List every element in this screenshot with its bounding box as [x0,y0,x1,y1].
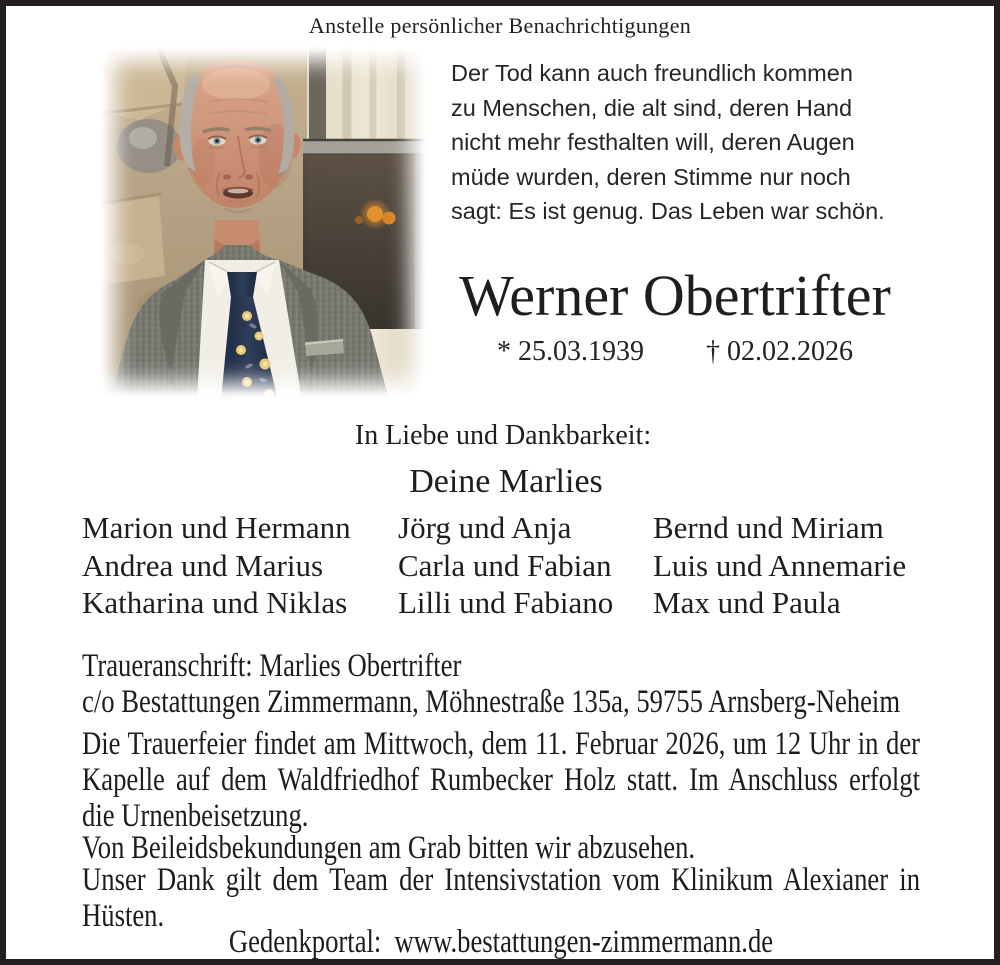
service-info [82,726,920,834]
service-line: Die Trauerfeier findet am Mittwoch, dem 11. Februar 2026, um 12 Uhr in der [82,726,921,762]
life-dates [428,336,922,368]
poem-line: nicht mehr festhalten will, deren Augen [451,129,855,155]
funeral-address [82,648,920,720]
mourner-name: Carla und Fabian [398,547,612,583]
mourner-name: Lilli und Fabiano [398,585,614,620]
service-line: Kapelle auf dem Waldfriedhof Rumbecker Holz statt. Im Anschluss erfolgt [82,762,921,798]
service-line: die Urnenbeisetzung. [82,798,309,834]
mourner-name: Marion und Hermann [82,510,351,545]
poem-line: sagt: Es ist genug. Das Leben war schön. [451,198,885,224]
death-date: † 02.02.2026 [706,335,853,367]
deceased-name: Werner Obertrifter [459,263,891,328]
farewell-intro: In Liebe und Dankbarkeit: [354,420,652,451]
portrait-photo [97,44,429,400]
thanks-line: Unser Dank gilt dem Team der Intensivstation vom Klinikum Alexianer in [82,862,921,898]
address-line: c/o Bestattungen Zimmermann, Möhnestraße 135a, 59755 Arnsberg-Neheim [82,684,901,720]
deceased-block [428,263,922,368]
mourners-columns [0,509,1000,624]
preheader-text: Anstelle persönlicher Benachrichtigungen [308,13,692,38]
mourner-name: Katharina und Niklas [82,585,348,620]
birth-date: * 25.03.1939 [497,335,644,367]
thanks-line: Hüsten. [82,898,165,934]
footer-label: Gedenkportal: [228,924,382,960]
condolence-note: Von Beileidsbekundungen am Grab bitten wir abzusehen. [82,830,696,866]
mourner-name: Bernd und Miriam [653,510,884,545]
mourner-name: Andrea und Marius [82,547,324,583]
chief-mourner-name: Deine Marlies [409,463,603,500]
footer-url: www.bestattungen-zimmermann.de [394,924,774,960]
mourners-column [398,509,613,622]
memorial-footer [82,924,920,960]
mourner-name: Luis und Annemarie [653,547,907,583]
poem-line: zu Menschen, die alt sind, deren Hand [451,94,853,121]
funeral-info-block [82,648,920,960]
mourner-name: Max und Paula [653,585,841,620]
photo-feathered-edge [97,44,429,400]
mourners-column [82,509,351,622]
address-line: Traueranschrift: Marlies Obertrifter [82,648,462,684]
mourner-name: Jörg und Anja [398,510,572,545]
mourners-column [653,509,906,622]
poem [451,56,921,229]
poem-line: Der Tod kann auch freundlich kommen [451,60,853,86]
poem-line: müde wurden, deren Stimme nur noch [451,163,851,190]
